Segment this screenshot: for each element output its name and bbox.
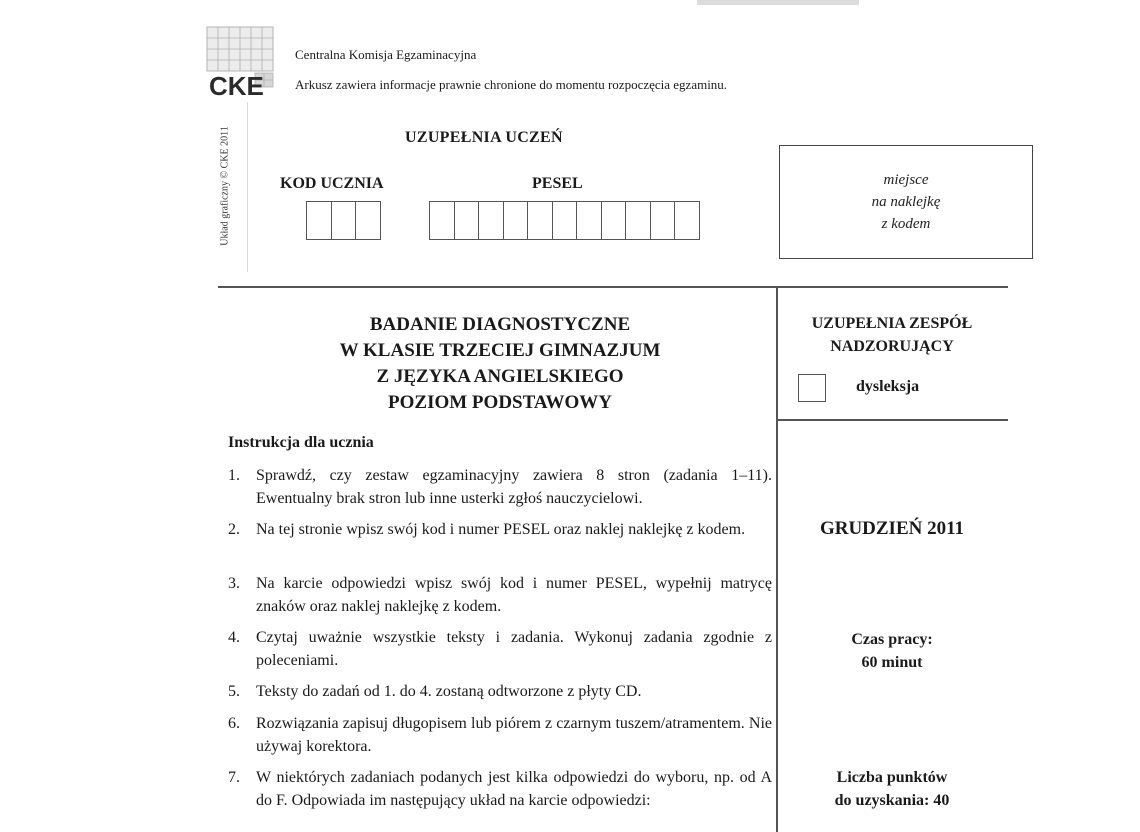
pesel-digit-box[interactable] [675,202,699,239]
code-digit-box[interactable] [356,202,380,239]
top-scrollbar-edge [697,0,859,5]
instruction-text: Sprawdź, czy zestaw egzaminacyjny zawiera 8 stron (zadania 1–11). Ewentualny brak stron lub inne usterki zgłoś nauczycielowi. [256,467,772,507]
pesel-digit-box[interactable] [651,202,676,239]
exam-title-line: BADANIE DIAGNOSTYCZNE [369,314,631,335]
exam-title [290,312,710,416]
supervisors-section-title [782,312,1002,358]
divider-right-panel [776,419,1008,421]
instructions-title: Instrukcja dla ucznia [228,434,374,451]
duration-value: 60 minut [861,654,923,671]
confidential-notice: Arkusz zawiera informacje prawnie chronione do momentu rozpoczęcia egzaminu. [295,77,728,92]
duration-label: Czas pracy: [851,631,933,648]
instruction-number: 3. [228,575,240,592]
pesel-digit-box[interactable] [577,202,602,239]
exam-title-line: W KLASIE TRZECIEJ GIMNAZJUM [339,340,661,361]
cke-logo [205,25,277,100]
student-code-boxes[interactable] [306,201,381,240]
institution-name: Centralna Komisja Egzaminacyjna [295,47,477,62]
dyslexia-label: dysleksja [856,378,920,395]
pesel-digit-box[interactable] [504,202,529,239]
sticker-line: z kodem [881,216,931,232]
instruction-number: 2. [228,521,240,538]
points-label: Liczba punktów [836,769,948,786]
pesel-digit-box[interactable] [528,202,553,239]
instruction-item [228,518,772,541]
instruction-text: W niektórych zadaniach podanych jest kilka odpowiedzi do wyboru, np. od A do F. Odpowiada im następujący układ na karcie odpowiedzi: [256,769,772,809]
sticker-line: na naklejkę [871,194,941,210]
pesel-digit-box[interactable] [553,202,578,239]
instruction-number: 1. [228,467,240,484]
supervisors-title-line: UZUPEŁNIA ZESPÓŁ [811,315,973,332]
pesel-boxes[interactable] [429,201,700,240]
instruction-text: Czytaj uważnie wszystkie teksty i zadania. Wykonuj zadania zgodnie z poleceniami. [256,629,772,669]
student-code-label: KOD UCZNIA [280,175,384,192]
instruction-number: 5. [228,683,240,700]
code-digit-box[interactable] [332,202,357,239]
instruction-number: 4. [228,629,240,646]
instruction-text: Na karcie odpowiedzi wpisz swój kod i numer PESEL, wypełnij matrycę znaków oraz naklej naklejkę z kodem. [256,575,772,615]
instruction-item [228,680,772,703]
instruction-text: Na tej stronie wpisz swój kod i numer PESEL oraz naklej naklejkę z kodem. [256,521,746,538]
exam-date: GRUDZIEŃ 2011 [819,518,965,539]
pesel-digit-box[interactable] [626,202,651,239]
exam-duration [782,628,1002,674]
max-points [782,766,1002,812]
instruction-item [228,626,772,672]
divider-vertical [776,286,778,832]
pesel-digit-box[interactable] [455,202,480,239]
student-section-title: UZUPEŁNIA UCZEŃ [405,129,563,146]
pesel-digit-box[interactable] [430,202,455,239]
pesel-label: PESEL [532,175,583,192]
divider-horizontal [218,286,1008,288]
instruction-item [228,464,772,510]
instruction-text: Rozwiązania zapisuj długopisem lub piórem z czarnym tuszem/atramentem. Nie używaj korektora. [256,715,772,755]
instruction-number: 7. [228,769,240,786]
copyright-note: Układ graficzny © CKE 2011 [219,126,231,246]
dyslexia-checkbox[interactable] [798,374,826,402]
sticker-placeholder [779,145,1033,259]
instruction-number: 6. [228,715,240,732]
exam-title-line: POZIOM PODSTAWOWY [388,392,612,413]
exam-title-line: Z JĘZYKA ANGIELSKIEGO [376,366,624,387]
pesel-digit-box[interactable] [479,202,504,239]
code-digit-box[interactable] [307,202,332,239]
pesel-digit-box[interactable] [602,202,627,239]
supervisors-title-line: NADZORUJĄCY [830,338,954,355]
sticker-line: miejsce [883,172,929,188]
points-value: do uzyskania: 40 [834,792,950,809]
instruction-item [228,712,772,758]
svg-text:CKE: CKE [209,71,264,100]
instruction-text: Teksty do zadań od 1. do 4. zostaną odtworzone z płyty CD. [256,683,642,700]
instruction-item [228,766,772,812]
instruction-item [228,572,772,618]
